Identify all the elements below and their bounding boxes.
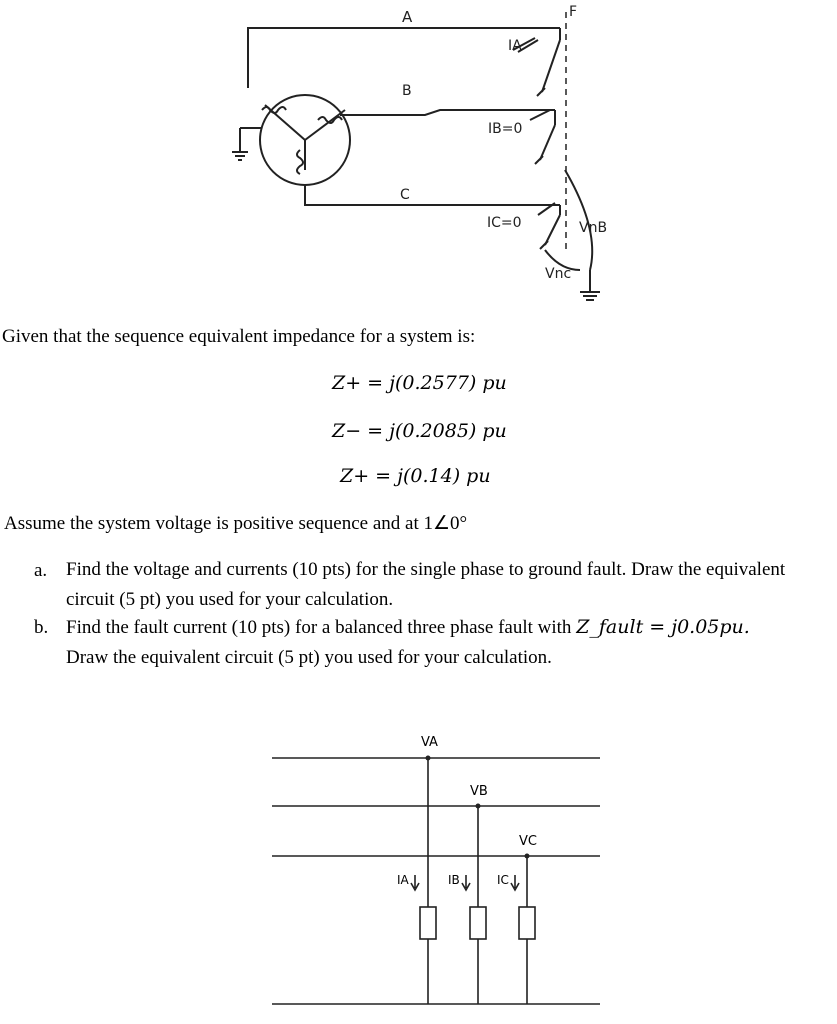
load-box-c: [519, 907, 535, 939]
equation-z-zero: Z+ = j(0.14) pu: [340, 465, 491, 487]
item-a-text: Find the voltage and currents (10 pts) for the single phase to ground fault. Draw the equivalent circuit (5 pt) you used for your calculation.: [66, 559, 786, 610]
label-ib-zero: IB=0: [488, 121, 523, 137]
item-b-text-1: Find the fault current (10 pts) for a balanced three phase fault with: [66, 617, 572, 638]
item-a-marker: a.: [34, 560, 48, 581]
intro-text: Given that the sequence equivalent impedance for a system is:: [2, 326, 476, 347]
assumption-text: Assume the system voltage is positive sequence and at 1∠0°: [4, 513, 468, 534]
load-box-b: [470, 907, 486, 939]
label-ia-current: IA: [397, 873, 409, 887]
label-ib-current: IB: [448, 873, 460, 887]
line-b: [340, 110, 555, 115]
item-b-text: [66, 612, 826, 673]
equation-z-plus: Z+ = j(0.2577) pu: [332, 372, 507, 394]
load-box-a: [420, 907, 436, 939]
label-va: VA: [421, 735, 438, 750]
label-ia: IA: [508, 38, 522, 54]
line-c: [305, 185, 560, 205]
item-b-math: Z_fault = j0.05pu.: [576, 616, 750, 638]
label-ic-current: IC: [497, 873, 509, 887]
label-vb: VB: [470, 784, 488, 799]
label-vnb: VnB: [579, 220, 608, 236]
label-c: C: [400, 187, 410, 203]
item-b-text-2: Draw the equivalent circuit (5 pt) you used for your calculation.: [66, 647, 552, 668]
label-vnc: Vnc: [545, 266, 572, 282]
fault-circuit-diagram: [0, 0, 837, 310]
label-ic-zero: IC=0: [487, 215, 522, 231]
item-b-marker: b.: [34, 617, 49, 638]
line-a: [248, 28, 560, 88]
label-f: F: [569, 4, 578, 20]
label-a: A: [402, 8, 413, 26]
label-vc: VC: [519, 834, 537, 849]
label-b: B: [402, 83, 412, 99]
equation-z-minus: Z− = j(0.2085) pu: [332, 420, 507, 442]
